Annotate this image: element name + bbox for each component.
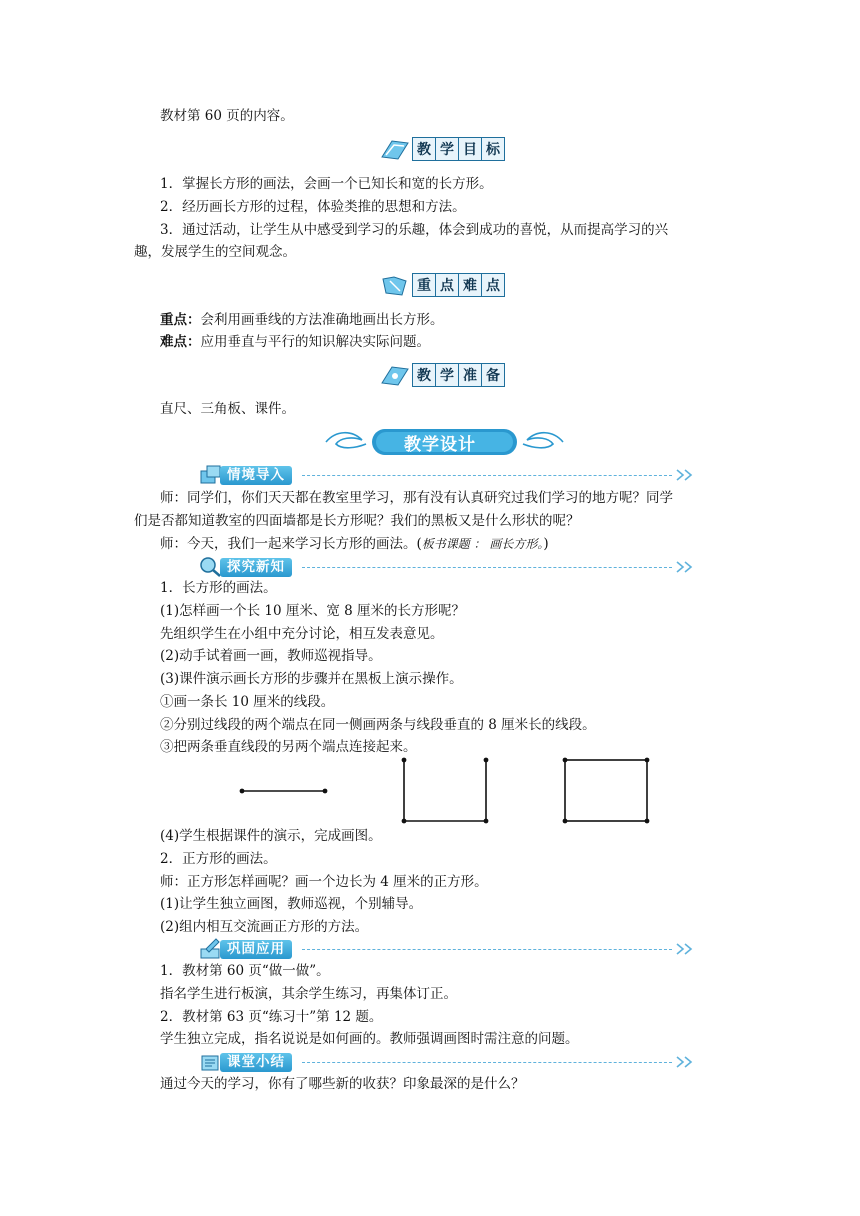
explore-line: 先组织学生在小组中充分讨论，相互发表意见。 bbox=[160, 626, 444, 642]
key-points-title-char: 点 bbox=[436, 274, 459, 296]
key-points-header bbox=[380, 272, 505, 298]
board-note: 板书课题 ： 画长方形。 bbox=[421, 537, 544, 551]
explore-line: 2．正方形的画法。 bbox=[160, 851, 277, 867]
explore-line: ②分别过线段的两个端点在同一侧画两条与线段垂直的 8 厘米长的线段。 bbox=[160, 717, 596, 733]
preparation-text: 直尺、三角板、课件。 bbox=[160, 401, 295, 417]
objective-item: 3．通过活动，让学生从中感受到学习的乐趣，体会到成功的喜悦，从而提高学习的兴 bbox=[160, 222, 669, 238]
explore-line: (4)学生根据课件的演示，完成画图。 bbox=[160, 828, 382, 844]
difficulty-text: 应用垂直与平行的知识解决实际问题。 bbox=[200, 334, 430, 350]
summary-header bbox=[198, 1050, 698, 1074]
step2-open-rectangle bbox=[402, 758, 489, 824]
explore-line: 1．长方形的画法。 bbox=[160, 580, 277, 596]
dashed-divider bbox=[302, 1062, 672, 1063]
practice-line: 学生独立完成，指名说说是如何画的。教师强调画图时需注意的问题。 bbox=[160, 1031, 579, 1047]
objective-item: 趣，发展学生的空间观念。 bbox=[134, 244, 296, 260]
key-points-title-char: 重 bbox=[413, 274, 436, 296]
double-chevron-icon bbox=[674, 1054, 696, 1070]
dashed-divider bbox=[302, 949, 672, 950]
explore-line: ①画一条长 10 厘米的线段。 bbox=[160, 694, 335, 710]
objective-item: 2．经历画长方形的过程，体验类推的思想和方法。 bbox=[160, 199, 466, 215]
preparation-header bbox=[380, 362, 505, 388]
difficulty-line bbox=[160, 332, 430, 352]
practice-line: 1．教材第 60 页“做一做”。 bbox=[160, 963, 330, 979]
double-chevron-icon bbox=[674, 467, 696, 483]
explore-line: (2)动手试着画一画，教师巡视指导。 bbox=[160, 648, 382, 664]
objectives-title-char: 目 bbox=[459, 138, 482, 160]
book-icon bbox=[380, 363, 410, 387]
focus-line bbox=[160, 310, 444, 330]
objectives-title-char: 标 bbox=[486, 142, 500, 158]
explore-title: 探究新知 bbox=[220, 558, 292, 577]
explore-line: ③把两条垂直线段的另两个端点连接起来。 bbox=[160, 739, 417, 755]
dashed-divider bbox=[302, 567, 672, 568]
step3-rectangle bbox=[563, 758, 650, 824]
step1-segment bbox=[240, 789, 328, 794]
scenario-header bbox=[198, 463, 698, 487]
difficulty-label: 难点： bbox=[160, 334, 201, 350]
preparation-title-char: 备 bbox=[486, 368, 500, 384]
scenario-line3-suffix: ) bbox=[543, 536, 549, 552]
objectives-title-char: 教 bbox=[413, 138, 436, 160]
practice-header bbox=[198, 937, 698, 961]
practice-title: 巩固应用 bbox=[220, 940, 292, 959]
focus-text: 会利用画垂线的方法准确地画出长方形。 bbox=[200, 312, 444, 328]
objectives-header bbox=[380, 136, 505, 162]
practice-line: 2．教材第 63 页“练习十”第 12 题。 bbox=[160, 1009, 383, 1025]
book-icon bbox=[380, 137, 410, 161]
explore-line: 师：正方形怎样画呢？画一个边长为 4 厘米的正方形。 bbox=[160, 874, 488, 890]
explore-line: (1)让学生独立画图，教师巡视，个别辅导。 bbox=[160, 896, 423, 912]
explore-header bbox=[198, 555, 698, 579]
book-icon bbox=[380, 273, 410, 297]
scenario-title: 情境导入 bbox=[220, 466, 292, 485]
double-chevron-icon bbox=[674, 941, 696, 957]
design-banner-title: 教学设计 bbox=[404, 434, 476, 455]
preparation-title-char: 准 bbox=[459, 364, 482, 386]
dashed-divider bbox=[302, 475, 672, 476]
preparation-title-char: 学 bbox=[436, 364, 459, 386]
rectangle-steps-diagram bbox=[230, 752, 670, 832]
key-points-title-char: 点 bbox=[486, 278, 500, 294]
scenario-line: 师：同学们，你们天天都在教室里学习，那有没有认真研究过我们学习的地方呢？同学 bbox=[160, 490, 673, 506]
summary-title: 课堂小结 bbox=[220, 1053, 292, 1072]
explore-line: (3)课件演示画长方形的步骤并在黑板上演示操作。 bbox=[160, 671, 463, 687]
practice-line: 指名学生进行板演，其余学生练习，再集体订正。 bbox=[160, 986, 457, 1002]
preparation-title-char: 教 bbox=[413, 364, 436, 386]
focus-label: 重点： bbox=[160, 312, 201, 328]
explore-line: (2)组内相互交流画正方形的方法。 bbox=[160, 919, 369, 935]
objectives-title-char: 学 bbox=[436, 138, 459, 160]
objective-item: 1．掌握长方形的画法，会画一个已知长和宽的长方形。 bbox=[160, 176, 493, 192]
key-points-title-char: 难 bbox=[459, 274, 482, 296]
scenario-line: 们是否都知道教室的四面墙都是长方形呢？我们的黑板又是什么形状的呢？ bbox=[134, 513, 580, 529]
explore-line: (1)怎样画一个长 10 厘米、宽 8 厘米的长方形呢？ bbox=[160, 603, 466, 619]
double-chevron-icon bbox=[674, 559, 696, 575]
scenario-line3-prefix: 师：今天，我们一起来学习长方形的画法。( bbox=[160, 536, 422, 552]
scenario-line-3 bbox=[160, 534, 549, 554]
intro-text: 教材第 60 页的内容。 bbox=[160, 108, 294, 124]
summary-text: 通过今天的学习，你有了哪些新的收获？印象最深的是什么？ bbox=[160, 1076, 525, 1092]
